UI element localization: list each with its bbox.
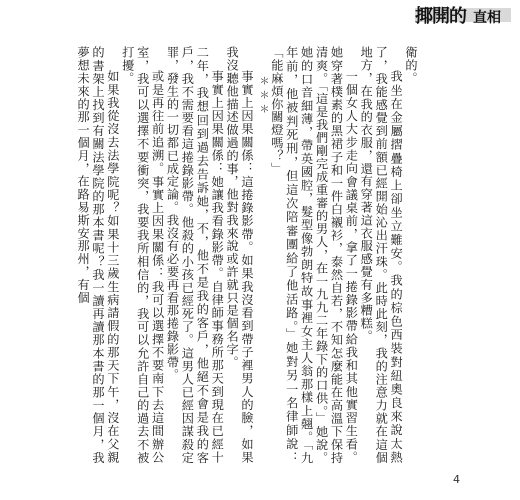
vertical-body-text bbox=[75, 46, 418, 464]
logo-text-main: 揶開的 bbox=[415, 6, 466, 27]
paragraph: 如果我從沒去法學院呢？如果十三歲生病請假的那天下午，沒在父親的書架上找到有關法學院的那本書呢？我一讀再讀那本書的那一個月，我夢想未來的那一個月，在路易斯安那州，有個 bbox=[76, 46, 120, 464]
page-number: 4 bbox=[453, 473, 460, 486]
section-separator: ＊＊＊ bbox=[256, 76, 268, 118]
paragraph: 事實上因果關係：這捲錄影帶。如果我沒看到帶子裡男人的臉，如果我沒聽他描述做過的事，他對我來說或許就只是個名字。 bbox=[225, 46, 255, 464]
logo-text-sub: 直相 bbox=[473, 10, 501, 26]
paragraph: 事實上因果關係：她讓我看錄影帶。自律師事務所那天到現在已經十二年，我想回到過去告訴她，不，他不是我的客戶，他絕不會是我的客戶，我不需要看這捲錄影帶。他殺的小孩已經死了。這男人已經因謀殺定罪，發生的一切都已成定論。我沒有必要再看那捲錄影帶。 bbox=[165, 46, 225, 464]
paragraph: 衛的。 bbox=[404, 46, 418, 85]
book-title-logo bbox=[415, 2, 511, 26]
paragraph: 我坐在金屬摺疊椅上卻坐立難安。我的棕色西裝對紐奧良來說太熱了，我能感覺到前額已經開始沁出汗珠。此時此刻，我的注意力就在這個地方，在我的衣服，還有穿著這衣服感覺有多糟糕。 bbox=[359, 46, 404, 464]
paragraph: 一個女人大步走向會議桌前，拿了一捲錄影帶給我和其他實習生看。她穿著樸素的黑裙子和一件白襯衫，泰然自若，不知怎麼能在高溫下保持清爽。「這是我們剛完成重審的男人，在一九九二年錄下的口供。」她說。她的口音細薄，帶英國腔，髮型像勃朗特故事裡女主人翁那樣上翹。「九年前，他被判死刑，但這次陪審團給了他活路。」她對另一名律師說：「能麻煩你關燈嗎？」 bbox=[269, 46, 359, 464]
paragraph: 或是再往前追溯。事實上因果關係：我可以選擇不要南下去這間辦公室，我可以選擇不要衝突，我要我所相信的，我可以允許自己的過去不被打擾。 bbox=[120, 46, 165, 464]
